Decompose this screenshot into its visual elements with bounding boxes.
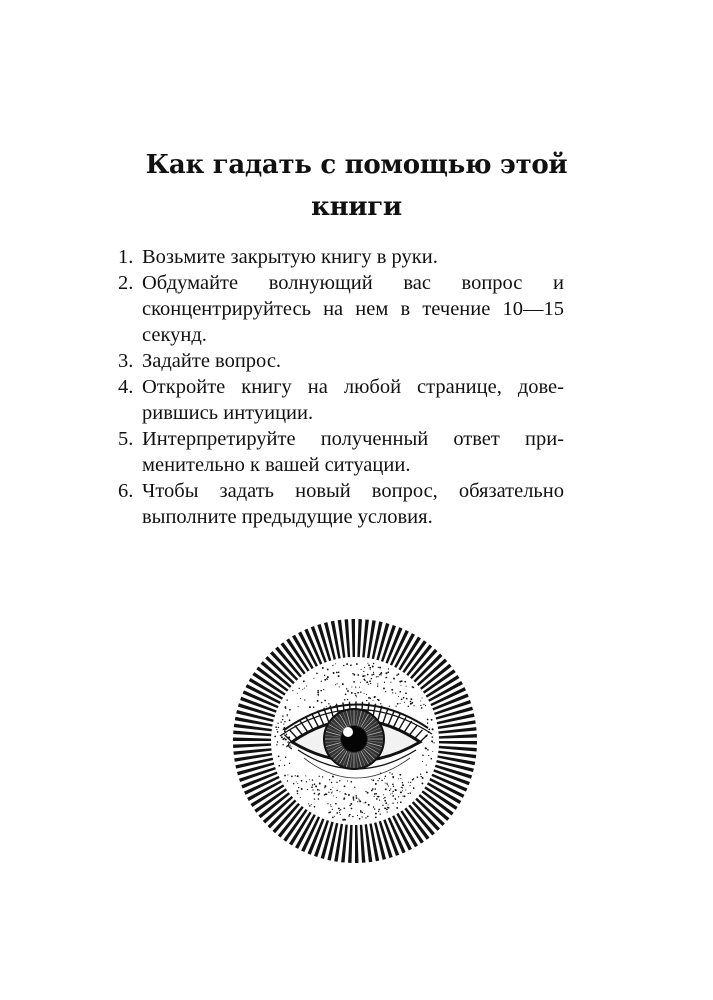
list-item bbox=[118, 478, 564, 530]
step-text: Откройте книгу на любой странице, доверившись интуиции. bbox=[142, 376, 564, 424]
list-item bbox=[118, 244, 564, 270]
step-text: Чтобы задать новый вопрос, обязательно выполните предыдущие условия. bbox=[142, 480, 564, 528]
step-number: 6. bbox=[118, 480, 134, 502]
step-text: Возьмите закрытую книгу в руки. bbox=[142, 246, 438, 268]
step-number: 4. bbox=[118, 376, 134, 398]
page-title: Как гадать с помощью этой книги bbox=[145, 150, 568, 222]
instruction-list bbox=[118, 244, 564, 530]
step-number: 2. bbox=[118, 272, 134, 294]
list-item bbox=[118, 270, 564, 348]
radiant-eye-icon bbox=[232, 618, 478, 864]
eye-highlight bbox=[343, 727, 353, 737]
step-number: 1. bbox=[118, 246, 134, 268]
list-item bbox=[118, 348, 564, 374]
list-item bbox=[118, 426, 564, 478]
step-text: Обдумайте волнующий вас вопрос и сконцентрируйтесь на нем в течение 10—15 секунд. bbox=[142, 272, 564, 346]
step-number: 3. bbox=[118, 350, 134, 372]
step-text: Интерпретируйте полученный ответ применительно к вашей ситуации. bbox=[142, 428, 564, 476]
step-number: 5. bbox=[118, 428, 134, 450]
list-item bbox=[118, 374, 564, 426]
step-text: Задайте вопрос. bbox=[142, 350, 282, 372]
